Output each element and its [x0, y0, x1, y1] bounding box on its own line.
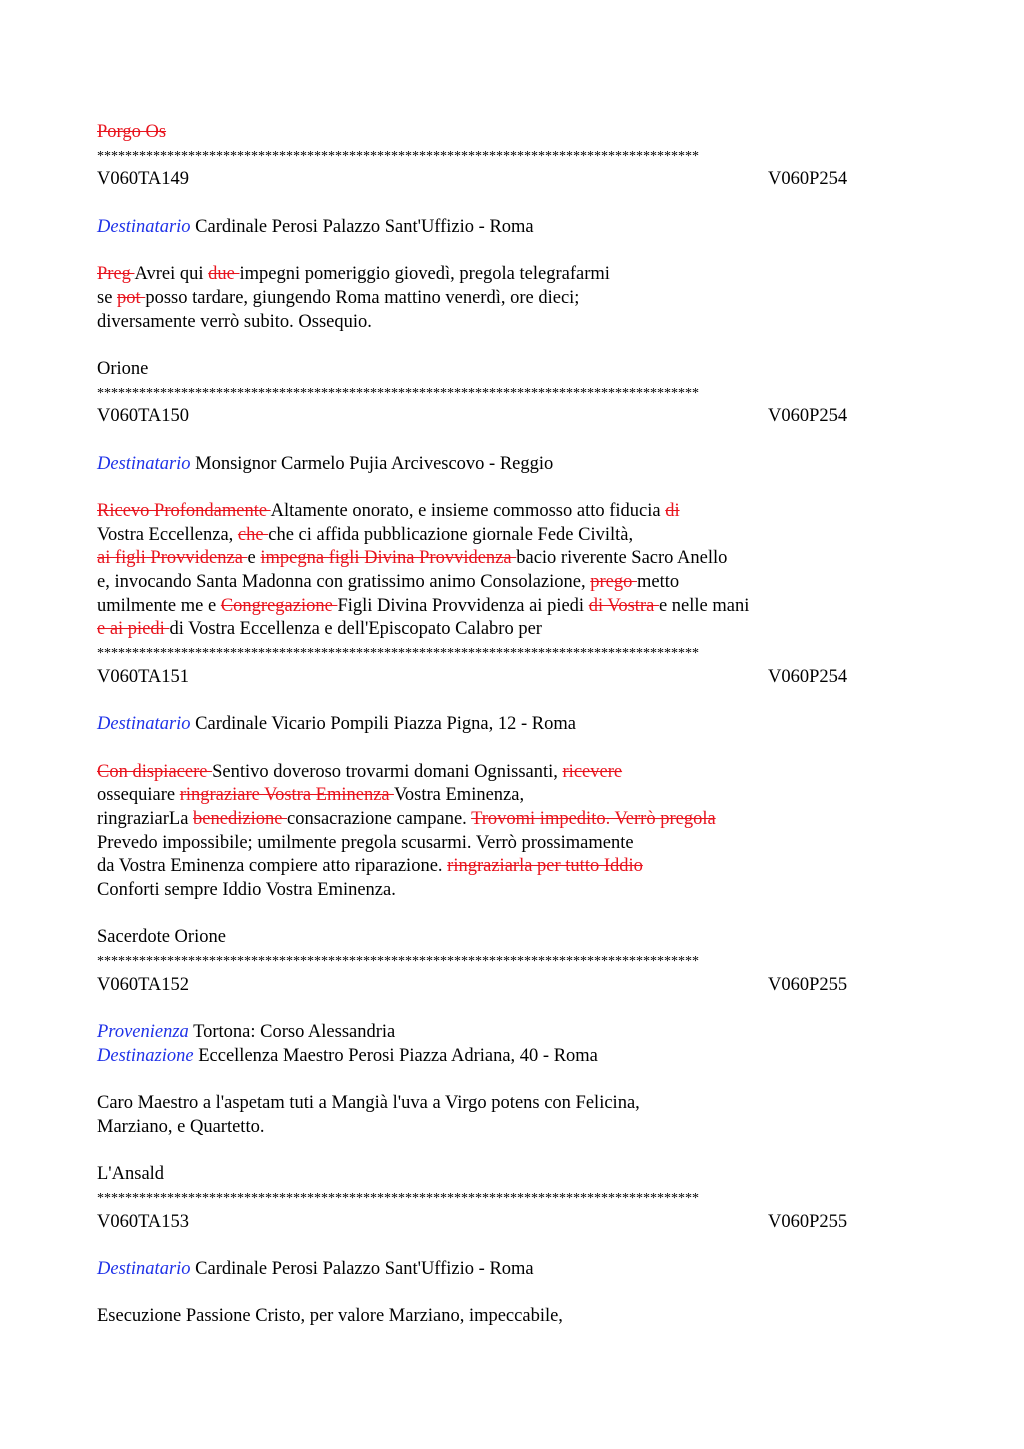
text-segment: Avrei qui — [134, 264, 209, 285]
destination-line — [97, 1045, 927, 1069]
body-line — [97, 1305, 927, 1329]
deleted-text: Congregazione — [220, 595, 338, 616]
entry-code: V060TA150 — [97, 406, 190, 427]
body-line — [97, 1116, 927, 1140]
deleted-text: ricevere — [562, 761, 623, 782]
deleted-text: ai figli Provvidenza — [97, 548, 248, 569]
body-line — [97, 832, 927, 856]
recipient-line — [97, 453, 927, 477]
text-segment: ossequiare — [97, 785, 180, 806]
separator: ************************************************************************************** — [97, 646, 699, 662]
text-segment: ringraziarLa — [97, 808, 194, 829]
text-segment: Sentivo doveroso trovarmi domani Ognissanti, — [212, 761, 563, 782]
body-line — [97, 263, 927, 287]
body-line — [97, 500, 927, 524]
recipient-label: Destinatario — [97, 453, 191, 474]
entry-page-ref: V060P254 — [768, 406, 848, 427]
body-line — [97, 595, 927, 619]
text-segment: posso tardare, giungendo Roma mattino venerdì, ore dieci; — [145, 287, 580, 308]
deleted-text: Porgo Os — [97, 122, 167, 142]
separator: ************************************************************************************** — [97, 1190, 699, 1206]
entry-header — [97, 1211, 927, 1235]
text-segment: Caro Maestro a l'aspetam tuti a Mangià l'uva a Virgo potens con Felicina, — [97, 1093, 640, 1114]
entry-page-ref: V060P255 — [768, 1211, 848, 1232]
recipient-value: Monsignor Carmelo Pujia Arcivescovo - Reggio — [195, 453, 554, 474]
document-page — [97, 121, 927, 1329]
entry-header — [97, 168, 927, 192]
body-line — [97, 311, 927, 335]
text-segment: Conforti sempre Iddio Vostra Eminenza. — [97, 880, 396, 900]
origin-label: Provenienza — [97, 1022, 189, 1043]
deleted-text: che — [237, 524, 269, 545]
entry-code: V060TA149 — [97, 169, 190, 190]
body-line — [97, 761, 927, 785]
text-segment: Vostra Eccellenza, — [97, 524, 238, 545]
deleted-text: Preg — [97, 264, 135, 285]
recipient-line — [97, 713, 927, 737]
text-segment: impegni pomeriggio giovedì, pregola telegrafarmi — [239, 264, 610, 285]
text-segment: Figli Divina Provvidenza ai piedi — [337, 595, 589, 616]
text-segment: diversamente verrò subito. Ossequio. — [97, 311, 372, 332]
entry-header — [97, 666, 927, 690]
entry-header — [97, 974, 927, 998]
text-segment: bacio riverente Sacro Anello — [516, 548, 728, 569]
signature: Orione — [97, 358, 149, 379]
entry-page-ref: V060P255 — [768, 974, 848, 995]
separator: ************************************************************************************** — [97, 148, 699, 164]
signature: L'Ansald — [97, 1164, 165, 1185]
recipient-line — [97, 1258, 927, 1282]
body-line — [97, 287, 927, 311]
text-segment: e, invocando Santa Madonna con gratissimo animo Consolazione, — [97, 572, 591, 593]
origin-line — [97, 1021, 927, 1045]
text-segment: umilmente me e — [97, 595, 221, 616]
deleted-text: ringraziare Vostra Eminenza — [179, 785, 394, 806]
text-segment: Altamente onorato, e insieme commosso atto fiducia — [270, 501, 666, 521]
body-line — [97, 1092, 927, 1116]
deleted-text: Trovomi impedito. Verrò pregola — [471, 808, 716, 829]
deleted-text: due — [208, 264, 240, 285]
body-line — [97, 524, 927, 548]
entry-page-ref: V060P254 — [768, 666, 848, 687]
text-segment: se — [97, 287, 118, 308]
deleted-text: benedizione — [193, 808, 288, 829]
origin-value: Tortona: Corso Alessandria — [193, 1022, 396, 1043]
entry-code: V060TA151 — [97, 666, 190, 687]
signature: Sacerdote Orione — [97, 927, 226, 948]
text-segment: Marziano, e Quartetto. — [97, 1116, 265, 1137]
deleted-text: impegna figli Divina Provvidenza — [260, 548, 517, 569]
text-segment: Prevedo impossibile; umilmente pregola scusarmi. Verrò prossimamente — [97, 832, 634, 853]
text-segment: e — [247, 548, 261, 569]
recipient-value: Cardinale Vicario Pompili Piazza Pigna, 12 - Roma — [195, 714, 576, 735]
recipient-value: Cardinale Perosi Palazzo Sant'Uffizio - Roma — [195, 216, 534, 237]
text-segment: e nelle mani — [658, 595, 750, 616]
text-segment: che ci affida pubblicazione giornale Fede Civiltà, — [268, 524, 634, 545]
deleted-text: ringraziarla per tutto Iddio — [447, 856, 643, 877]
text-segment: di Vostra Eccellenza e dell'Episcopato Calabro per — [169, 619, 542, 640]
top-fragment — [97, 121, 927, 145]
deleted-text: Ricevo Profondamente — [97, 501, 271, 521]
entry-code: V060TA153 — [97, 1211, 190, 1232]
recipient-label: Destinatario — [97, 714, 191, 735]
body-line — [97, 571, 927, 595]
deleted-text: pot — [117, 287, 146, 308]
text-segment: Vostra Eminenza, — [393, 785, 525, 806]
deleted-text: di — [665, 501, 680, 521]
entry-page-ref: V060P254 — [768, 169, 848, 190]
text-segment: Esecuzione Passione Cristo, per valore Marziano, impeccabile, — [97, 1306, 563, 1327]
deleted-text: Con dispiacere — [97, 761, 213, 782]
body-line — [97, 855, 927, 879]
recipient-label: Destinatario — [97, 216, 191, 237]
destination-value: Eccellenza Maestro Perosi Piazza Adriana, 40 - Roma — [198, 1045, 598, 1066]
body-line — [97, 618, 927, 642]
destination-label: Destinazione — [97, 1045, 194, 1066]
text-segment: consacrazione campane. — [287, 808, 472, 829]
separator: ************************************************************************************** — [97, 385, 699, 401]
separator: ************************************************************************************** — [97, 954, 699, 970]
text-segment: da Vostra Eminenza compiere atto riparazione. — [97, 856, 448, 877]
recipient-line — [97, 216, 927, 240]
text-segment: metto — [636, 572, 680, 593]
body-line — [97, 808, 927, 832]
deleted-text: e ai piedi — [97, 619, 170, 640]
body-line — [97, 879, 927, 903]
recipient-value: Cardinale Perosi Palazzo Sant'Uffizio - Roma — [195, 1259, 534, 1279]
recipient-label: Destinatario — [97, 1259, 191, 1279]
deleted-text: di Vostra — [588, 595, 659, 616]
deleted-text: prego — [590, 572, 637, 593]
entry-header — [97, 405, 927, 429]
body-line — [97, 784, 927, 808]
body-line — [97, 547, 927, 571]
entry-code: V060TA152 — [97, 974, 190, 995]
